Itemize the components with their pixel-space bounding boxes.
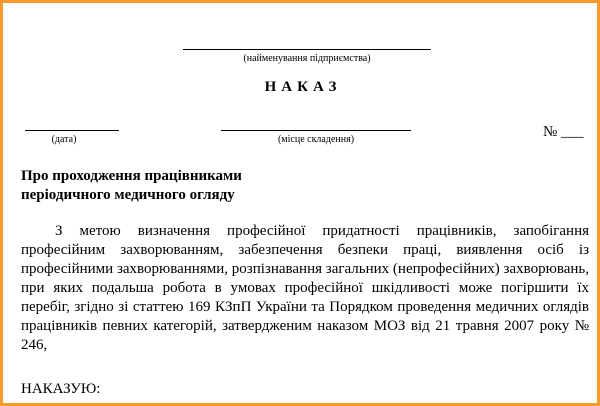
enterprise-name-line [183,49,431,50]
date-line [25,130,119,131]
enterprise-caption: (найменування підприємства) [243,53,371,64]
subject-line-1: Про проходження працівниками [21,168,242,184]
order-number: № ___ [543,124,584,140]
date-caption: (дата) [51,134,77,145]
document-title: НАКАЗ [264,79,342,95]
place-line [221,130,411,131]
order-body-text: З метою визначення професійної придатності працівників, запобігання професійним захворюванням, забезпечення безпеки праці, виявлення осіб із професійними захворюваннями, розпізнавання загальних (непрофесійних) захворювань, при яких подальша робота в умовах професійної шкідливості може погіршити їх перебіг, згідно зі статтею 169 КЗпП України та Порядком проведення медичних оглядів працівників певних категорій, затвердженим наказом МОЗ від 21 травня 2007 року № 246, [21,223,589,353]
place-caption: (місце складення) [277,134,355,145]
order-subject [21,167,242,205]
subject-line-2: періодичного медичного огляду [21,187,235,203]
order-word: НАКАЗУЮ: [21,381,101,397]
